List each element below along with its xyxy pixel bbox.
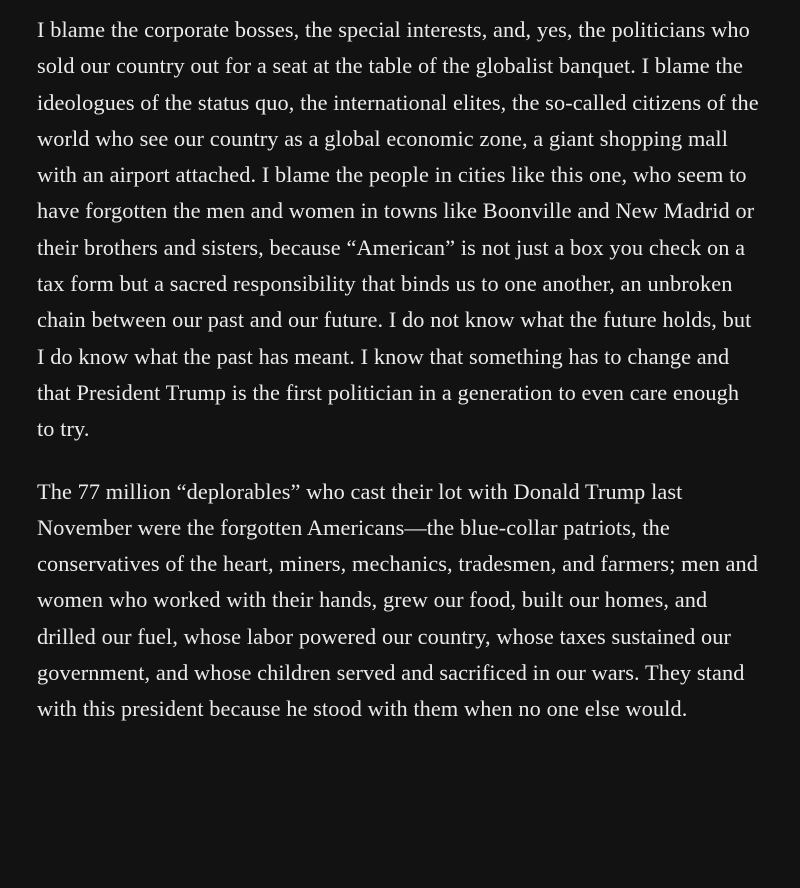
article-body (37, 12, 759, 728)
paragraph: The 77 million “deplorables” who cast their lot with Donald Trump last November were the forgotten Americans—the blue-collar patriots, the conservatives of the heart, miners, mechanics, tradesmen, and farmers; men and women who worked with their hands, grew our food, built our homes, and drilled our fuel, whose labor powered our country, whose taxes sustained our government, and whose children served and sacrificed in our wars. They stand with this president because he stood with them when no one else would. (37, 478, 759, 722)
paragraph: I blame the corporate bosses, the special interests, and, yes, the politicians who sold our country out for a seat at the table of the globalist banquet. I blame the ideologues of the status quo, the international elites, the so-called citizens of the world who see our country as a global economic zone, a giant shopping mall with an airport attached. I blame the people in cities like this one, who seem to have forgotten the men and women in towns like Boonville and New Madrid or their brothers and sisters, because “American” is not just a box you check on a tax form but a sacred responsibility that binds us to one another, an unbroken chain between our past and our future. I do not know what the future holds, but I do know what the past has meant. I know that something has to change and that President Trump is the first politician in a generation to even care enough to try. (37, 17, 759, 442)
